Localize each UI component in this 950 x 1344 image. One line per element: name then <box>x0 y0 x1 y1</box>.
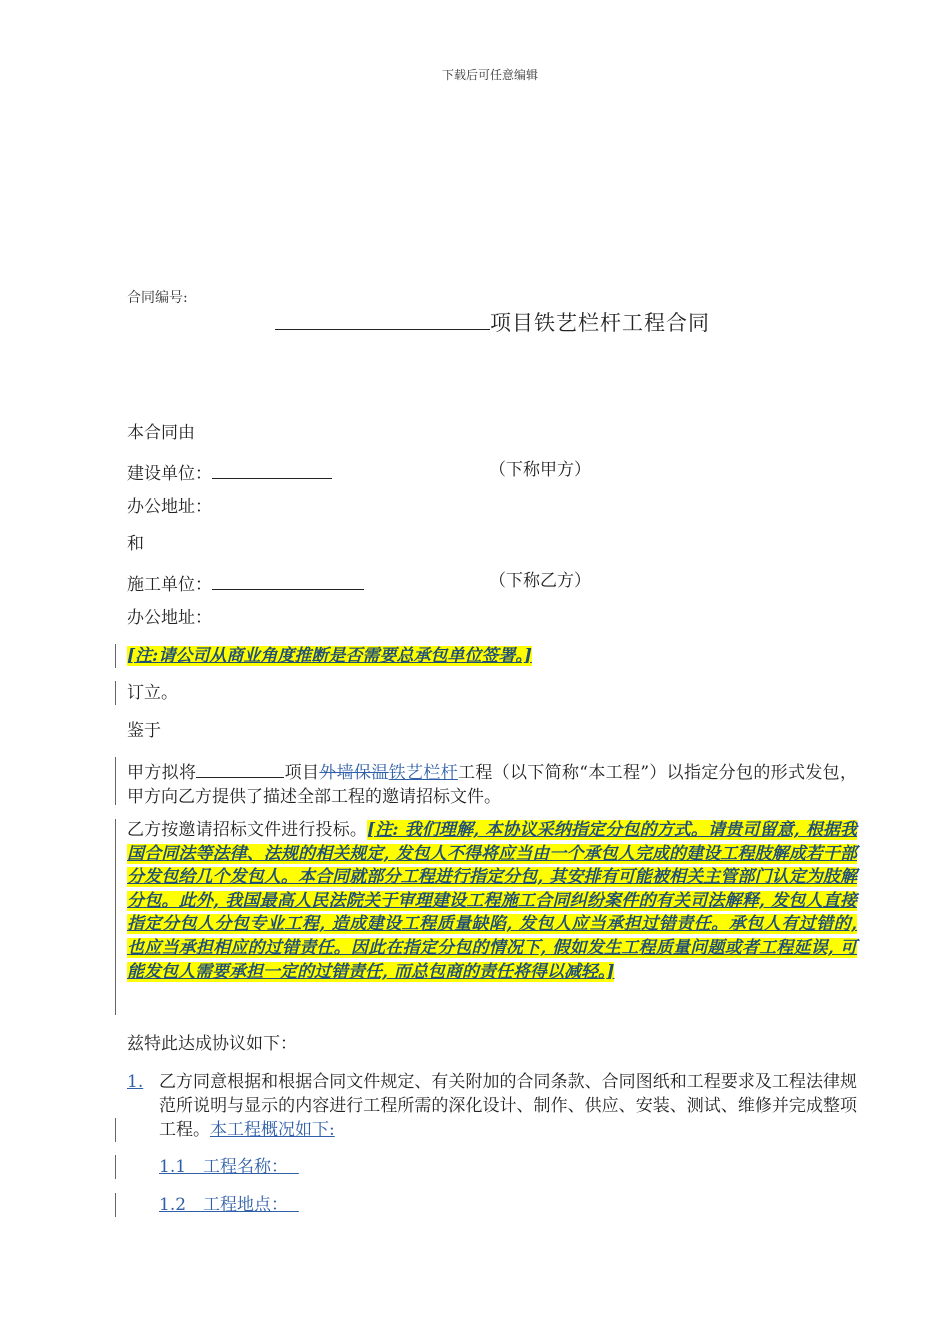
contract-title-text: 项目铁艺栏杆工程合同 <box>490 311 710 335</box>
note-owner-signature-text: [注:请公司从商业角度推断是否需要总承包单位签署。] <box>127 646 532 666</box>
clause-1-inserted: 本工程概况如下: <box>210 1120 335 1140</box>
recital-1-blank[interactable] <box>196 757 284 778</box>
contractor-line <box>127 569 857 597</box>
change-bar <box>115 1193 116 1217</box>
and-text: 和 <box>127 534 144 554</box>
agreement-intro: 兹特此达成协议如下： <box>127 1034 297 1054</box>
contract-title <box>275 307 710 337</box>
contractor-label: 施工单位： <box>127 575 212 595</box>
clause-1-2 <box>159 1193 299 1217</box>
clause-1-number: 1. <box>127 1072 144 1092</box>
contractor-alias: （下称乙方） <box>489 571 591 591</box>
change-bar <box>115 644 116 668</box>
recital-2 <box>127 819 857 984</box>
parties-intro: 本合同由 <box>127 423 195 443</box>
recital-1-text-a: 甲方拟将 <box>127 763 197 783</box>
change-bar <box>115 681 116 705</box>
clause-1-1-text: 1.1 工程名称： <box>159 1157 289 1177</box>
whereas-text: 鉴于 <box>127 721 161 741</box>
page-header-note: 下载后可任意编辑 <box>441 68 538 82</box>
inserted-text: 铁艺栏杆 <box>388 763 458 783</box>
change-bar <box>115 1118 116 1142</box>
owner-blank[interactable] <box>212 458 332 479</box>
owner-address: 办公地址： <box>127 497 212 517</box>
clause-1-1 <box>159 1155 299 1179</box>
contractor-blank[interactable] <box>212 569 364 590</box>
recital-1-text-b: 项目 <box>284 763 320 783</box>
change-bar <box>115 1155 116 1179</box>
owner-alias: （下称甲方） <box>489 460 591 480</box>
owner-label: 建设单位： <box>127 464 212 484</box>
deleted-text: 外墙保温 <box>319 763 389 783</box>
note-designated-subcontract: [注: 我们理解, 本协议采纳指定分包的方式。请贵司留意, 根据我国合同法等法律、法规的相关规定, 发包人不得将应当由一个承包人完成的建设工程肢解成若干部分发包给几个发包人。本合同就部分工程进行指定分包, 其安排有可能被相关主管部门认定为肢解分包。此外, 我国最高人民法院关于审理建设工程施工合同纠纷案件的有关司法解释, 发包人直接指定分包人分包专业工程, 造成建设工程质量缺陷, 发包人应当承担过错责任。承包人有过错的, 也应当承担相应的过错责任。因此在指定分包的情况下, 假如发生工程质量问题或者工程延误, 可能发包人需要承担一定的过错责任, 而总包商的责任将得以减轻。] <box>127 820 857 982</box>
contractor-address: 办公地址： <box>127 608 212 628</box>
clause-1-text: 乙方同意根据和根据合同文件规定、有关附加的合同条款、合同图纸和工程要求及工程法律规范所说明与显示的内容进行工程所需的深化设计、制作、供应、安装、测试、维修并完成整项工程。 <box>159 1072 857 1140</box>
change-bar <box>115 819 116 1015</box>
change-bar <box>115 757 116 805</box>
owner-line <box>127 458 857 486</box>
note-owner-signature <box>127 644 532 668</box>
recital-1 <box>127 757 857 809</box>
contract-number-label: 合同编号: <box>127 290 188 306</box>
recital-2-text: 乙方按邀请招标文件进行投标。 <box>127 820 367 840</box>
clause-1-2-text: 1.2 工程地点： <box>159 1195 289 1215</box>
project-name-blank[interactable] <box>275 309 490 330</box>
clause-1-body <box>159 1070 857 1142</box>
recital-1-text-c: 工程（以下简称“本工程”）以指定分包的形式发包，甲方向乙方提供了描述全部工程的邀请招标文件。 <box>127 763 857 807</box>
signed-text: 订立。 <box>127 683 178 703</box>
